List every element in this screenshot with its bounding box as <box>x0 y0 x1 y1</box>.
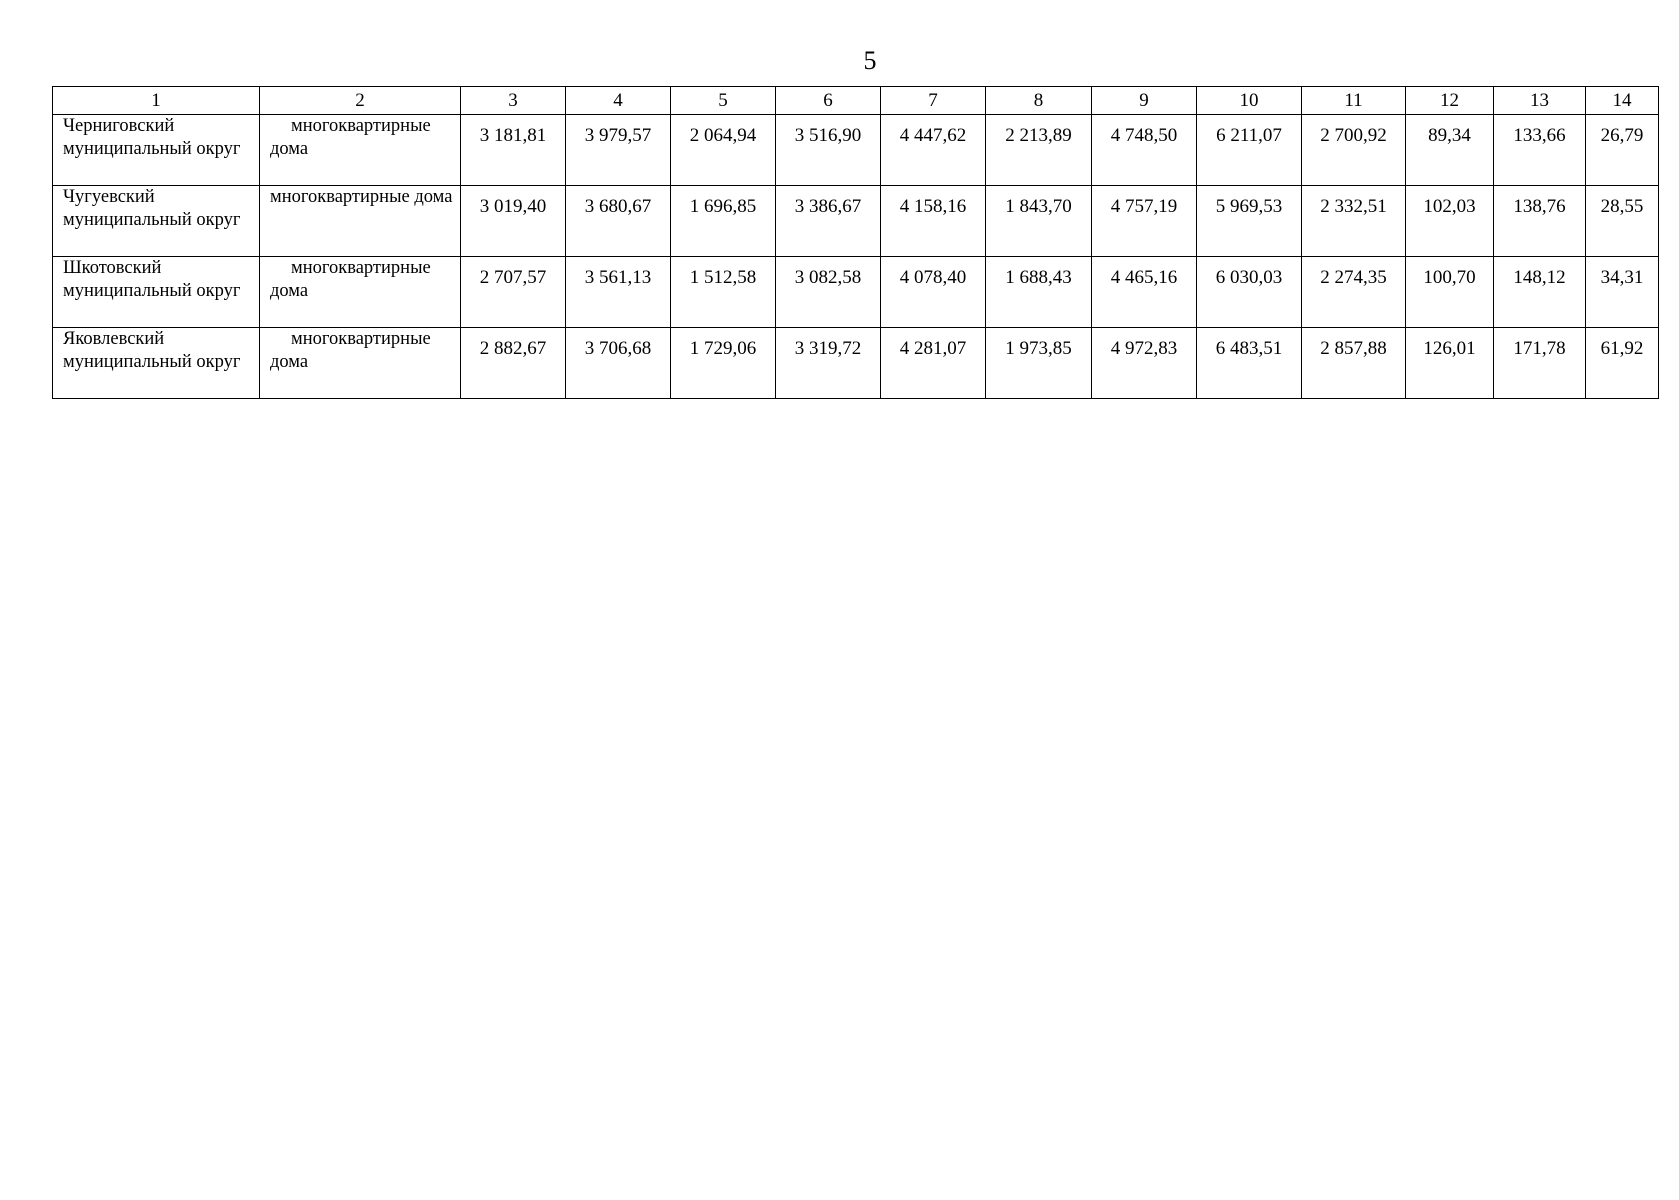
value-cell: 148,12 <box>1494 257 1586 328</box>
value-cell: 4 281,07 <box>881 328 986 399</box>
type-label: многоквартирные дома <box>270 116 431 159</box>
column-header: 9 <box>1092 87 1197 115</box>
column-header: 3 <box>461 87 566 115</box>
column-header: 14 <box>1586 87 1659 115</box>
value-cell: 1 696,85 <box>671 186 776 257</box>
column-header: 7 <box>881 87 986 115</box>
value-cell: 6 483,51 <box>1197 328 1302 399</box>
value-cell: 61,92 <box>1586 328 1659 399</box>
value-cell: 3 516,90 <box>776 115 881 186</box>
value-cell: 6 030,03 <box>1197 257 1302 328</box>
table-row <box>53 186 1659 257</box>
value-cell: 3 979,57 <box>566 115 671 186</box>
type-cell <box>260 328 461 399</box>
value-cell: 2 707,57 <box>461 257 566 328</box>
header-row <box>53 87 1659 115</box>
value-cell: 2 857,88 <box>1302 328 1406 399</box>
value-cell: 1 688,43 <box>986 257 1092 328</box>
value-cell: 26,79 <box>1586 115 1659 186</box>
type-cell <box>260 186 461 257</box>
table-row <box>53 115 1659 186</box>
type-label: многоквартирные дома <box>270 258 431 301</box>
value-cell: 4 447,62 <box>881 115 986 186</box>
value-cell: 2 332,51 <box>1302 186 1406 257</box>
value-cell: 102,03 <box>1406 186 1494 257</box>
value-cell: 3 680,67 <box>566 186 671 257</box>
column-header: 5 <box>671 87 776 115</box>
column-header: 12 <box>1406 87 1494 115</box>
value-cell: 3 319,72 <box>776 328 881 399</box>
page-number: 5 <box>863 46 877 75</box>
value-cell: 2 700,92 <box>1302 115 1406 186</box>
value-cell: 6 211,07 <box>1197 115 1302 186</box>
table-header <box>53 87 1659 115</box>
value-cell: 1 973,85 <box>986 328 1092 399</box>
column-header: 10 <box>1197 87 1302 115</box>
value-cell: 3 706,68 <box>566 328 671 399</box>
value-cell: 34,31 <box>1586 257 1659 328</box>
value-cell: 1 512,58 <box>671 257 776 328</box>
value-cell: 2 882,67 <box>461 328 566 399</box>
value-cell: 4 158,16 <box>881 186 986 257</box>
table-row <box>53 257 1659 328</box>
value-cell: 1 729,06 <box>671 328 776 399</box>
value-cell: 100,70 <box>1406 257 1494 328</box>
column-header: 8 <box>986 87 1092 115</box>
column-header: 6 <box>776 87 881 115</box>
region-cell: Шкотовский муниципальный округ <box>53 257 260 328</box>
column-header: 2 <box>260 87 461 115</box>
value-cell: 4 465,16 <box>1092 257 1197 328</box>
value-cell: 3 561,13 <box>566 257 671 328</box>
value-cell: 2 274,35 <box>1302 257 1406 328</box>
type-label: многоквартирные дома <box>270 329 431 372</box>
tariff-table <box>52 86 1659 399</box>
value-cell: 3 019,40 <box>461 186 566 257</box>
value-cell: 3 082,58 <box>776 257 881 328</box>
type-cell <box>260 115 461 186</box>
value-cell: 126,01 <box>1406 328 1494 399</box>
value-cell: 4 757,19 <box>1092 186 1197 257</box>
value-cell: 2 064,94 <box>671 115 776 186</box>
value-cell: 1 843,70 <box>986 186 1092 257</box>
value-cell: 5 969,53 <box>1197 186 1302 257</box>
type-label: многоквартирные дома <box>270 187 453 207</box>
table-body <box>53 115 1659 399</box>
value-cell: 4 078,40 <box>881 257 986 328</box>
value-cell: 3 386,67 <box>776 186 881 257</box>
type-cell <box>260 257 461 328</box>
region-cell: Яковлевский муниципальный округ <box>53 328 260 399</box>
value-cell: 133,66 <box>1494 115 1586 186</box>
column-header: 1 <box>53 87 260 115</box>
value-cell: 4 972,83 <box>1092 328 1197 399</box>
value-cell: 89,34 <box>1406 115 1494 186</box>
value-cell: 28,55 <box>1586 186 1659 257</box>
table-row <box>53 328 1659 399</box>
value-cell: 138,76 <box>1494 186 1586 257</box>
value-cell: 3 181,81 <box>461 115 566 186</box>
column-header: 13 <box>1494 87 1586 115</box>
value-cell: 2 213,89 <box>986 115 1092 186</box>
column-header: 4 <box>566 87 671 115</box>
region-cell: Чугуевский муниципальный округ <box>53 186 260 257</box>
value-cell: 171,78 <box>1494 328 1586 399</box>
column-header: 11 <box>1302 87 1406 115</box>
value-cell: 4 748,50 <box>1092 115 1197 186</box>
region-cell: Черниговский муниципальный округ <box>53 115 260 186</box>
